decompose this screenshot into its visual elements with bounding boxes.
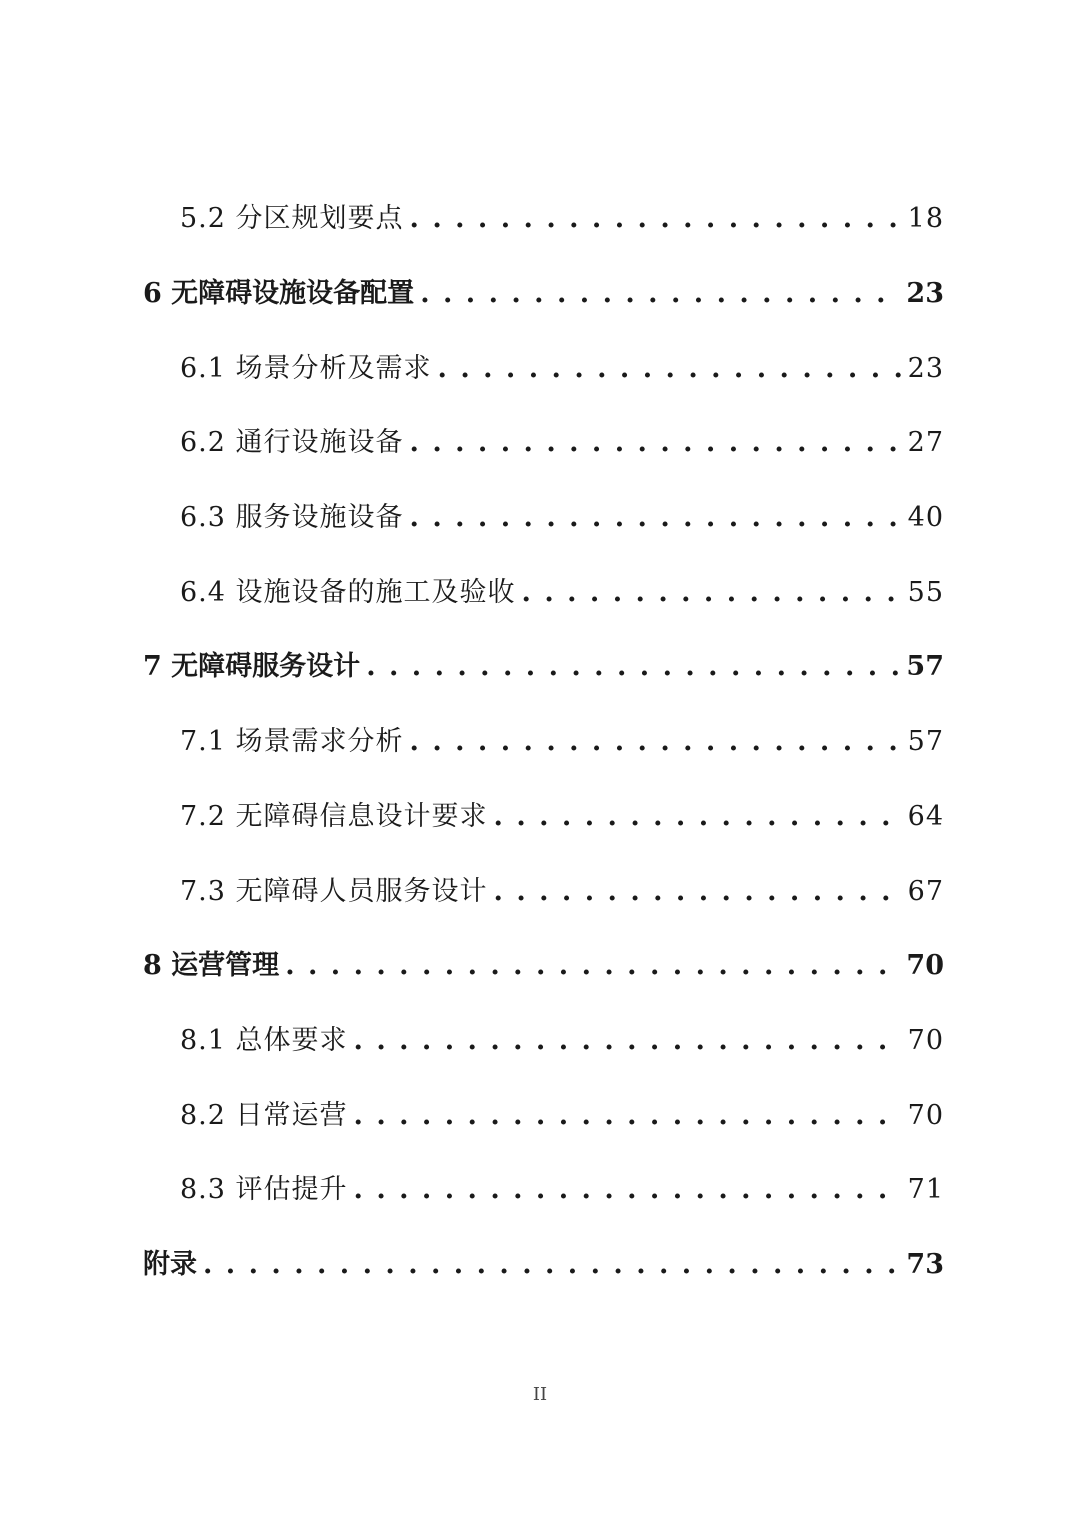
toc-entry-6[interactable] [143,272,944,316]
toc-entry-label: 7 无障碍服务设计 [143,651,361,682]
toc-dot-leader [420,272,900,316]
toc-entry-page: 71 [907,1174,944,1205]
toc-entry-8-1[interactable] [180,1019,944,1063]
toc-entry-label: 5.2 分区规划要点 [180,203,404,234]
toc-entry-page: 23 [907,353,944,384]
toc-dot-leader [366,645,900,689]
toc-entry-6-1[interactable] [180,347,944,391]
toc-entry-8-2[interactable] [180,1094,944,1138]
toc-dot-leader [410,496,902,540]
toc-entry-label: 8.3 评估提升 [180,1174,348,1205]
toc-entry-page: 70 [906,950,944,981]
toc-entry-page: 55 [907,577,944,608]
toc-entry-label: 6.2 通行设施设备 [180,427,404,458]
toc-dot-leader [410,421,902,465]
toc-entry-label: 7.2 无障碍信息设计要求 [180,801,488,832]
toc-dot-leader [354,1019,902,1063]
toc-entry-label: 8 运营管理 [143,950,280,981]
toc-entry-label: 6 无障碍设施设备配置 [143,278,415,309]
toc-dot-leader [354,1094,902,1138]
toc-entry-label: 附录 [143,1249,197,1280]
toc-dot-leader [494,795,902,839]
toc-dot-leader [522,571,902,615]
toc-entry-6-4[interactable] [180,571,944,615]
toc-entry-page: 67 [907,876,944,907]
toc-dot-leader [203,1243,900,1287]
toc-entry-7-1[interactable] [180,720,944,764]
toc-entry-label: 6.1 场景分析及需求 [180,353,432,384]
toc-entry-7[interactable] [143,645,944,689]
toc-entry-page: 57 [906,651,944,682]
toc-entry-appendix[interactable] [143,1243,944,1287]
toc-entry-label: 8.2 日常运营 [180,1100,348,1131]
toc-entry-8-3[interactable] [180,1168,944,1212]
toc-dot-leader [285,944,900,988]
toc-entry-label: 7.1 场景需求分析 [180,726,404,757]
toc-entry-8[interactable] [143,944,944,988]
toc-dot-leader [410,720,902,764]
toc-dot-leader [354,1168,902,1212]
toc-dot-leader [438,347,902,391]
toc-entry-page: 70 [907,1025,944,1056]
toc-entry-page: 40 [907,502,944,533]
toc-dot-leader [494,870,902,914]
toc-entry-label: 6.3 服务设施设备 [180,502,404,533]
toc-entry-5-2[interactable] [180,197,944,241]
toc-entry-page: 23 [906,278,944,309]
page-number: II [532,1384,548,1405]
toc-entry-7-2[interactable] [180,795,944,839]
toc-entry-page: 27 [907,427,944,458]
toc-entry-label: 7.3 无障碍人员服务设计 [180,876,488,907]
toc-entry-page: 57 [907,726,944,757]
toc-entry-page: 64 [907,801,944,832]
toc-entry-page: 18 [907,203,944,234]
toc-entry-label: 8.1 总体要求 [180,1025,348,1056]
toc-entry-6-2[interactable] [180,421,944,465]
toc-dot-leader [410,197,902,241]
toc-entry-page: 70 [907,1100,944,1131]
toc-entry-page: 73 [906,1249,944,1280]
toc-entry-6-3[interactable] [180,496,944,540]
toc-entry-7-3[interactable] [180,870,944,914]
toc-entry-label: 6.4 设施设备的施工及验收 [180,577,516,608]
